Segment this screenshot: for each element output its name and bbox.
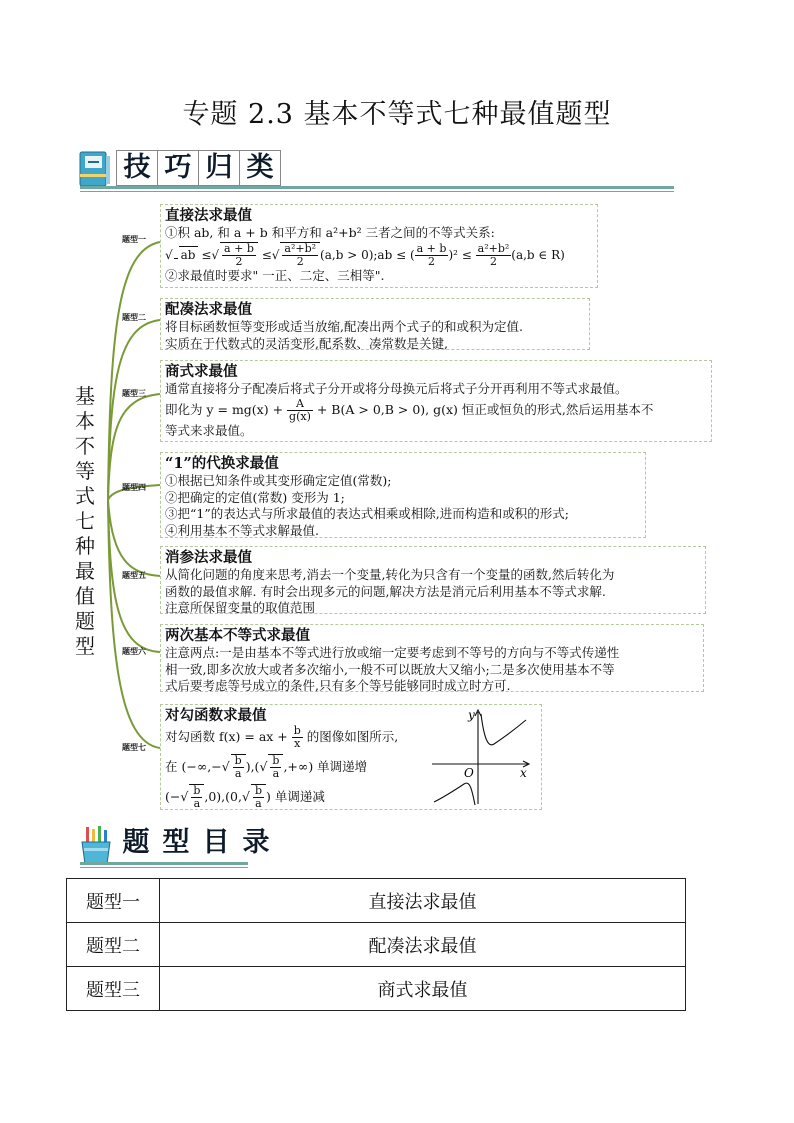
pencil-cup-icon (78, 826, 114, 866)
tag-type-3: 题型三 (122, 389, 146, 398)
tag-type-5: 题型五 (122, 571, 146, 580)
catalog-type-no: 题型三 (67, 967, 160, 1011)
table-row[interactable] (67, 967, 686, 1011)
catalog-table (66, 878, 686, 1011)
tag-type-6: 题型六 (122, 647, 146, 656)
box-fitting-method: 配凑法求最值 将目标函数恒等变形或适当放缩,配凑出两个式子的和或积为定值. 实质在于代数式的灵活变形,配系数、凑常数是关键, (160, 298, 590, 350)
tag-type-4: 题型四 (122, 483, 146, 492)
catalog-type-no: 题型一 (67, 879, 160, 923)
catalog-type-name[interactable]: 配凑法求最值 (160, 923, 686, 967)
box-elimination-method: 消参法求最值 从简化问题的角度来思考,消去一个变量,转化为只含有一个变量的函数,然后转化为 函数的最值求解. 有时会出现多元的问题,解决方法是消元后利用基本不等式求解. 注意所保留变量的取值范围 (160, 546, 706, 614)
graph-x-label: x (520, 766, 527, 780)
box-quotient-method: 商式求最值 通常直接将分子配凑后将式子分开或将分母换元后将式子分开再利用不等式求最值。 即化为 y = mg(x) + $\frac{A}{g(x)}$ + B(A > 0,B > 0), g(x) 恒正或恒负的形式,然后运用基本不 等式来求最值。 (160, 360, 712, 442)
tree-root-label: 基 本 不 等 式 七 种 最 值 题 型 (75, 384, 95, 658)
tag-type-1: 题型一 (122, 235, 146, 244)
catalog-type-name[interactable]: 商式求最值 (160, 967, 686, 1011)
box-one-substitution: “1”的代换求最值 ①根据已知条件或其变形确定定值(常数); ②把确定的定值(常数) 变形为 1; ③把“1”的表达式与所求最值的表达式相乘或相除,进而构造和或积的形式; ④利用基本不等式求解最值. (160, 452, 646, 538)
box-hook-function: 对勾函数求最值 对勾函数 f(x) = ax + $\frac{b}{x}$ 的图像如图所示, 在 (−∞,−√ $\frac{b}{a}$ ),(√ $\frac{b}{a}$ ,+∞) 单调递增 (−√ $\frac{b}{a}$ ,0),(0,√ $\frac{b}{a}$ ) 单调递减 (160, 704, 542, 810)
hook-function-graph (428, 706, 536, 808)
box-two-inequalities: 两次基本不等式求最值 注意两点:一是由基本不等式进行放或缩一定要考虑到不等号的方向与不等式传递性 相一致,即多次放大或者多次缩小,一般不可以既放大又缩小;二是多次使用基本不等 式后要考虑等号成立的条件,只有多个等号能够同时成立时方可. (160, 624, 704, 692)
table-row[interactable] (67, 923, 686, 967)
catalog-type-name[interactable]: 直接法求最值 (160, 879, 686, 923)
graph-y-label: y (468, 708, 475, 722)
section-title-skills: 技 巧 归 类 (116, 150, 280, 184)
section-header-catalog (78, 826, 270, 866)
graph-origin-label: O (464, 766, 474, 780)
tag-type-7: 题型七 (122, 743, 146, 752)
catalog-type-no: 题型二 (67, 923, 160, 967)
tag-type-2: 题型二 (122, 313, 146, 322)
table-row[interactable] (67, 879, 686, 923)
box-direct-method: 直接法求最值 ①积 ab, 和 a + b 和平方和 a²+b² 三者之间的不等式关系: √ ab ≤√ $\frac{a + b}{2}$ ≤√ $\frac{\text{a²+b²}}{2}$ (a,b > 0);ab ≤ ( $\frac{a + b}{2}$ )² ≤ $\frac{\text{a²+b²}}{2}$ (a,b ∈ R) ②求最值时要求" 一正、二定、三相等". (160, 204, 598, 288)
section-title-catalog: 题 型 目 录 (122, 827, 270, 858)
page-title: 专题 2.3 基本不等式七种最值题型 (182, 99, 612, 130)
